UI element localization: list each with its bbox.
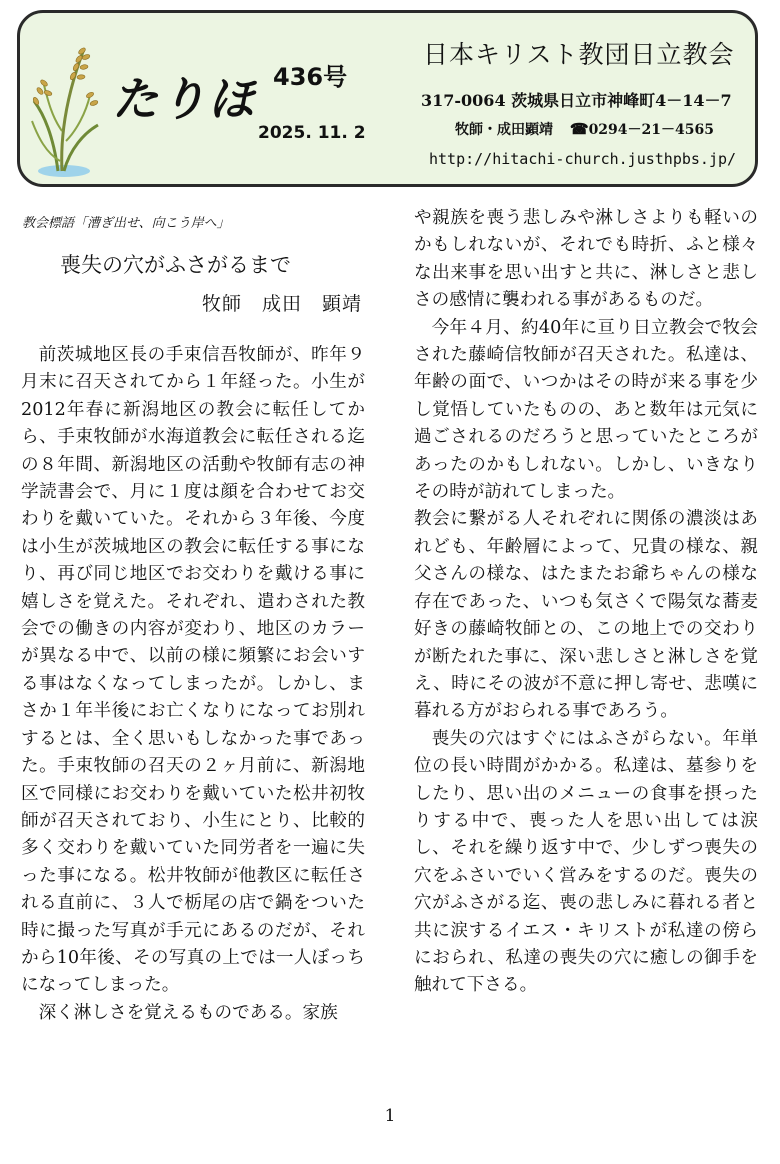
pastor-name: 牧師・成田顕靖: [455, 122, 553, 138]
telephone-icon: ☎: [569, 120, 589, 138]
page-number: 1: [384, 1106, 396, 1126]
church-url[interactable]: http://hitachi-church.justhpbs.jp/: [429, 150, 737, 168]
church-motto: 教会標語「漕ぎ出せ、向こう岸へ」: [22, 216, 230, 231]
issue-number: 436号: [273, 63, 348, 91]
magazine-title: たりほ: [112, 72, 256, 126]
phone-number: 0294－21－4565: [588, 122, 714, 138]
article-title: 喪失の穴がふさがるまで: [60, 253, 291, 277]
article-column-right: [414, 205, 758, 1000]
paragraph: 前茨城地区長の手束信吾牧師が、昨年９月末に召天されてから１年経った。小生が2012年春に新潟地区の教会に転任してから、手束牧師が水海道教会に転任される迄の８年間、新潟地区の活動や牧師有志の神学読書会で、月に１度は顔を合わせてお交わりを戴いていた。それから３年後、今度は小生が茨城地区の教会に転任する事になり、再び同じ地区でお交わりを戴ける事に嬉しさを覚えた。それぞれ、遣わされた教会での働きの内容が変わり、地区のカラーが異なる中で、以前の様に頻繁にお会いする事はなくなってしまったが。しかし、まさか１年半後にお亡くなりになってお別れするとは、全く思いもしなかった事であった。手束牧師の召天の２ヶ月前に、新潟地区で同様にお交わりを戴いていた松井初牧師が召天されており、小生にとり、比較的多く交わりを戴いていた同労者を一遍に失った事になる。松井牧師が他教区に転任される直前に、３人で栃尾の店で鍋をついた時に撮った写真が手元にあるのだが、それから10年後、その写真の上では一人ぼっちになってしまった。: [21, 345, 365, 996]
paragraph: 今年４月、約40年に亘り日立教会で牧会された藤崎信牧師が召天された。私達は、年齢の面で、いつかはその時が来る事を少し覚悟していたものの、あと数年は元気に過ごされるのだろうと思っていたところがあったのかもしれない。しかし、いきなりその時が訪れてしまった。: [414, 317, 758, 503]
paragraph: や親族を喪う悲しみや淋しさよりも軽いのかもしれないが、それでも時折、ふと様々な出来事を思い出すと共に、淋しさと悲しさの感情に襲われる事があるものだ。: [414, 208, 758, 311]
pastor-contact: [455, 119, 714, 139]
church-address: 317-0064 茨城県日立市神峰町4－14－7: [421, 91, 732, 110]
paragraph: 深く淋しさを覚えるものである。家族: [38, 1002, 338, 1023]
article-column-left: [21, 342, 365, 1027]
newsletter-header: [17, 10, 758, 187]
paragraph: 喪失の穴はすぐにはふさがらない。年単位の長い時間がかかる。私達は、墓参りをしたり、思い出のメニューの食事を摂ったりする中で、喪った人を思い出しては涙し、それを繰り返す中で、少しずつ喪失の穴をふさいでいく営みをするのだ。喪失の穴がふさがる迄、喪の悲しみに暮れる者と共に涙するイエス・キリストが私達の傍らにおられ、私達の喪失の穴に癒しの御手を触れて下さる。: [414, 728, 758, 996]
article-author: 牧師 成田 顕靖: [201, 293, 362, 315]
rice-plant-illustration: [24, 21, 106, 181]
paragraph: 教会に繋がる人それぞれに関係の濃淡はあれども、年齢層によって、兄貴の様な、親父さんの様な、はたまたお爺ちゃんの様な存在であった、いつも気さくで陽気な蕎麦好きの藤崎牧師との、この地上での交わりが断たれた事に、深い悲しさと淋しさを覚え、時にその波が不意に押し寄せ、悲嘆に暮れる方がおられる事であろう。: [414, 509, 758, 722]
issue-date: 2025. 11. 2: [258, 123, 366, 143]
church-name: 日本キリスト教団日立教会: [423, 40, 735, 69]
